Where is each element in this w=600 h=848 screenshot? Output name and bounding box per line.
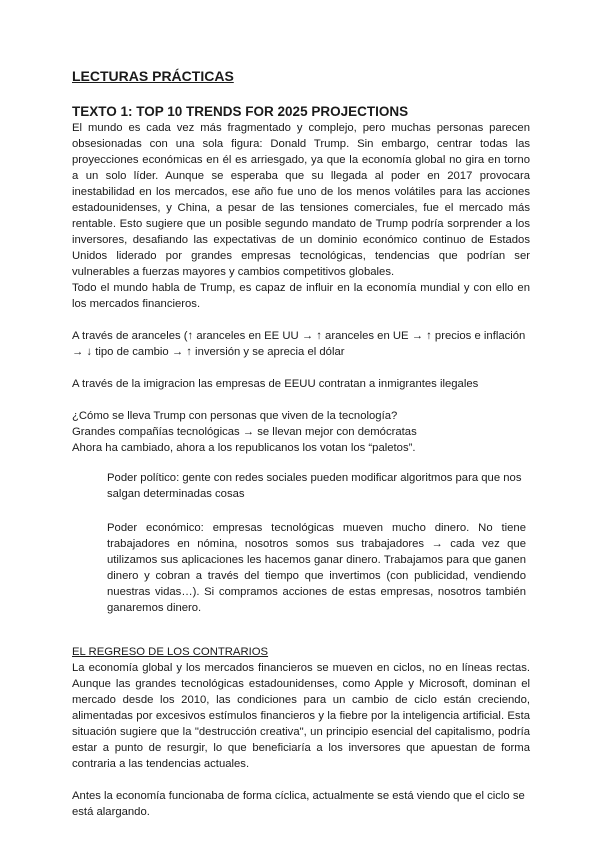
section2-title: EL REGRESO DE LOS CONTRARIOS: [72, 646, 269, 658]
inmigracion-note: A través de la imigracion las empresas de EEUU contratan a inmigrantes ilegales: [72, 378, 479, 390]
text1-intro: El mundo es cada vez más fragmentado y complejo, pero muchas personas parecen obsesionadas con una sola figura: Donald Trump. Sin embargo, centrar todas las proyecciones económicas en él es arriesgado, ya que la economía global no gira en torno a un solo líder. Aunque se esperaba que su llegada al poder en 2017 provocara inestabilidad en los mercados, ese año fue uno de los menos volátiles para las acciones estadounidenses, y China, a pesar de las tensiones comerciales, fue el mercado más rentable. Esto sugiere que un posible segundo mandato de Trump podría sorprender a los inversores, desafiando las expectativas de un dominio económico continuo de Estados Unidos liderado por grandes empresas tecnológicas, tendencias que podrían ser vulnerables a fuerzas mayores y cambios competitivos globales.: [72, 122, 530, 278]
tech-question: ¿Cómo se lleva Trump con personas que viven de la tecnología?: [72, 410, 398, 422]
document-page: [72, 68, 530, 820]
section2-body: La economía global y los mercados financieros se mueven en ciclos, no en líneas rectas. Aunque las grandes tecnológicas estadounidenses, como Apple y Microsoft, dominan el mercado desde los 2010, las condiciones para un cambio de ciclo están creciendo, alimentadas por excesivos estímulos financieros y la fiebre por la inteligencia artificial. Esta situación sugiere que la "destrucción creativa", un principio esencial del capitalismo, podría estar a punto de resurgir, lo que beneficiaría a los inversores que apuestan de forma contraria a las tendencias actuales.: [72, 662, 530, 770]
aranceles-note: A través de aranceles (↑ aranceles en EE UU → ↑ aranceles en UE → ↑ precios e inflación → ↓ tipo de cambio → ↑ inversión y se aprecia el dólar: [72, 330, 526, 358]
text1-title: TEXTO 1: TOP 10 TRENDS FOR 2025 PROJECTIONS: [72, 104, 409, 119]
tech-answer-2: Ahora ha cambiado, ahora a los republicanos los votan los “paletos”.: [72, 442, 416, 454]
text1-note: Todo el mundo habla de Trump, es capaz de influir en la economía mundial y con ello en los mercados financieros.: [72, 282, 530, 310]
section2-note: Antes la economía funcionaba de forma cíclica, actualmente se está viendo que el ciclo se está alargando.: [72, 790, 525, 818]
poder-economico: Poder económico: empresas tecnológicas mueven mucho dinero. No tiene trabajadores en nómina, nosotros somos sus trabajadores → cada vez que utilizamos sus aplicaciones les hacemos ganar dinero. Trabajamos para que ganen dinero y cobran a través del tiempo que invertimos (con publicidad, vendiendo nuestras vidas…). Si compramos acciones de estas empresas, nosotros también ganaremos dinero.: [107, 522, 526, 614]
poder-politico: Poder político: gente con redes sociales pueden modificar algoritmos para que nos salgan determinadas cosas: [107, 472, 522, 500]
page-heading: LECTURAS PRÁCTICAS: [72, 68, 234, 84]
tech-answer-1: Grandes compañías tecnológicas → se llevan mejor con demócratas: [72, 426, 417, 438]
